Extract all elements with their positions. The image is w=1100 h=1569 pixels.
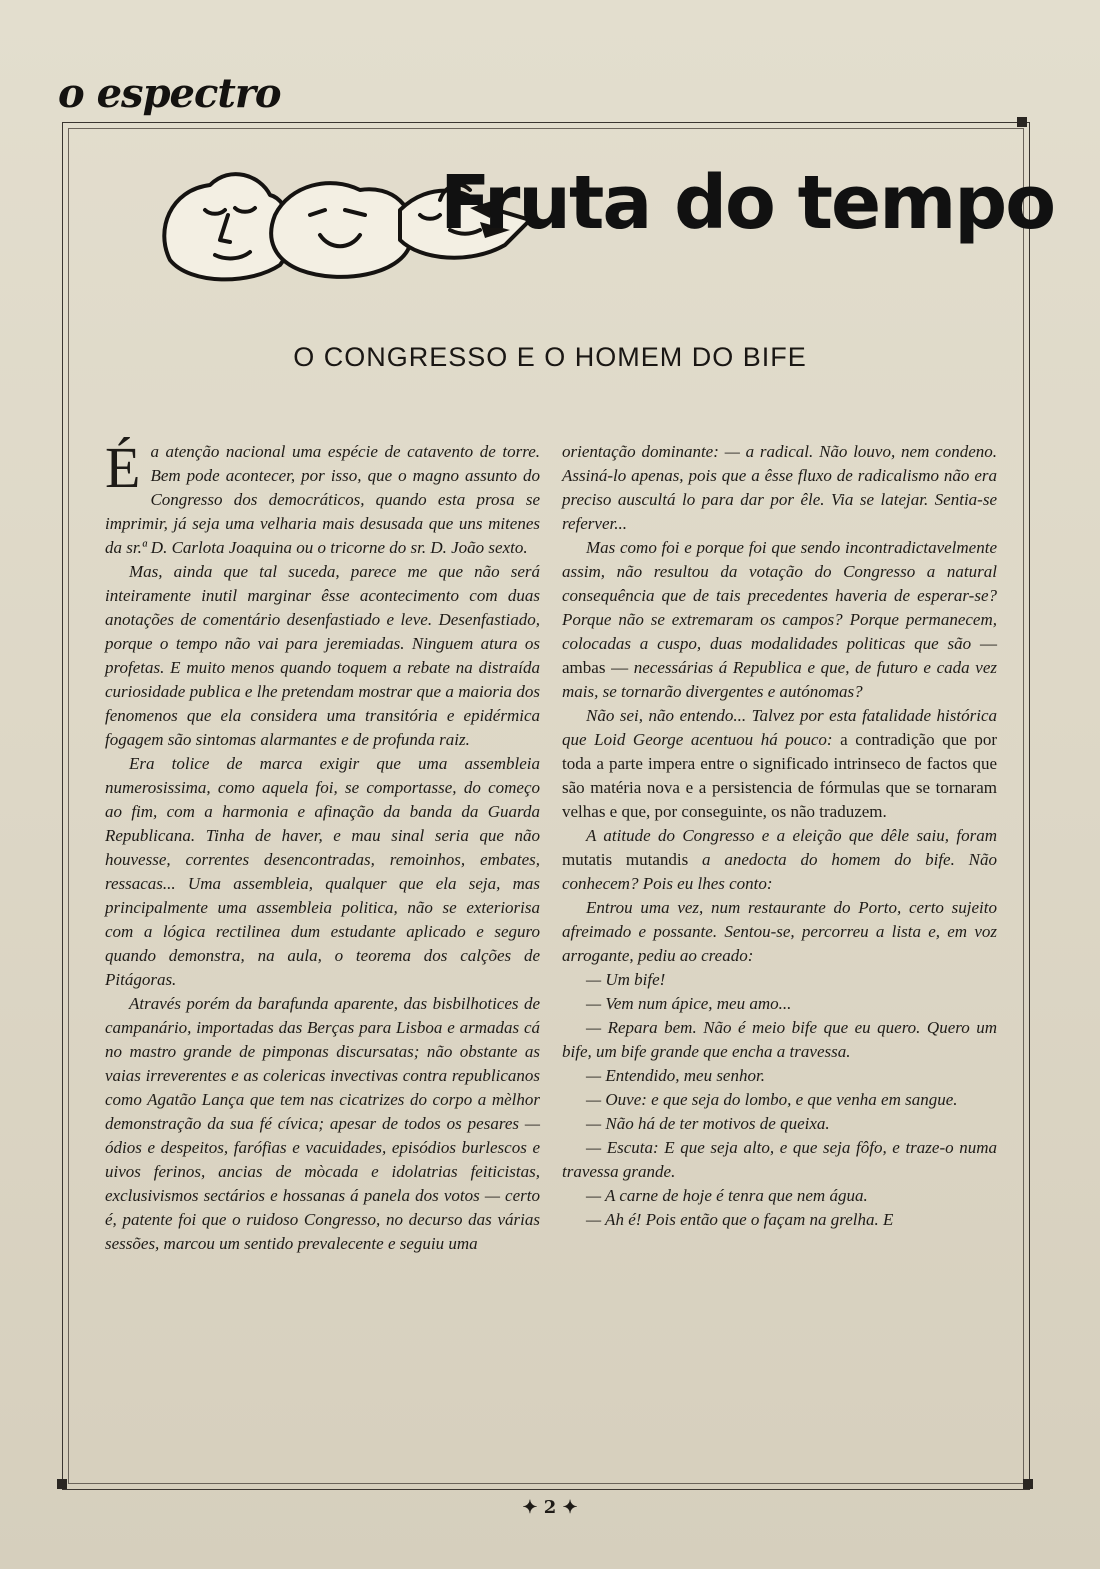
dialogue-line: — Escuta: E que seja alto, e que seja fôfo, e traze-o numa travessa grande. (562, 1138, 997, 1181)
paragraph-text: — ambas — (562, 634, 998, 677)
paragraph-text: necessárias á Republica e que, de futuro e cada vez mais, se tornarão divergentes e autónomas? (562, 658, 998, 701)
paragraph (562, 824, 997, 896)
masthead-logo: o espectro (58, 70, 281, 117)
dialogue-line: — Um bife! (586, 970, 666, 989)
paragraph-text: a contradição que por toda a parte impera entre o significado intrinseco de factos que são matéria nova e a persistencia de fórmulas que se tornaram velhas e que, por conseguinte, os não traduzem. (562, 730, 997, 821)
frame-corner-ornament (1017, 117, 1027, 127)
paragraph-text: A atitude do Congresso e a eleição que dêle saiu, foram (586, 826, 997, 845)
paragraph (562, 536, 997, 704)
paragraph: Entrou uma vez, num restaurante do Porto, certo sujeito afreimado e possante. Sentou-se, percorreu a lista e, em voz arrogante, pediu ao creado: (562, 898, 997, 965)
page-number: ✦ 2 ✦ (522, 1497, 578, 1518)
section-heading: Fruta do tempo (440, 160, 1055, 246)
paragraph (562, 704, 997, 824)
paragraph-text: Mas como foi e porque foi que sendo incontradictavelmente assim, não resultou da votação do Congresso a natural consequência que de tais precedentes haveria de esperar-se? Porque não se extremaram os campos? Porque permanecem, colocadas a cuspo, duas modalidades politicas que são (562, 538, 997, 653)
frame-corner-ornament (57, 1479, 67, 1489)
dialogue-line: — A carne de hoje é tenra que nem água. (586, 1186, 868, 1205)
paragraph: Mas, ainda que tal suceda, parece me que não será inteiramente inutil marginar êsse acontecimento com duas anotações de comentário desenfastiado e leve. Desenfastiado, porque o tempo não vai para jeremiadas. Ninguem atura os profetas. E muito menos quando toquem a rebate na distraída curiosidade publica e lhe pretendam mostrar que a maioria dos fenomenos que ela considera uma transitória e epidérmica fogagem são sintomas alarmantes e de profunda raiz. (105, 562, 540, 749)
dialogue-line: — Entendido, meu senhor. (586, 1066, 765, 1085)
paragraph-text: a anedocta do homem do bife. Não conhecem? Pois eu lhes conto: (562, 850, 997, 893)
dialogue-line: — Ouve: e que seja do lombo, e que venha em sangue. (586, 1090, 958, 1109)
paragraph: orientação dominante: — a radical. Não louvo, nem condeno. Assiná-lo apenas, pois que a êsse fluxo de radicalismo não era preciso auscultá lo para dar por êle. Via se latejar. Sentia-se referver... (562, 442, 997, 533)
paragraph: Era tolice de marca exigir que uma assembleia numerosissima, como aquela foi, se comportasse, do começo ao fim, com a harmonia e afinação da banda da Guarda Republicana. Tinha de haver, e mau sinal seria que não houvesse, correntes desencontradas, remoinhos, embates, ressacas... Uma assembleia, qualquer que ela seja, mas principalmente uma assembleia politica, não se exteriorisa com a lógica rectilinea dum estudante aplicado e seguro quando demonstra, na aula, o teorema dos calções de Pitágoras. (105, 754, 540, 989)
drop-cap: É (105, 435, 141, 500)
paragraph-text: a atenção nacional uma espécie de catavento de torre. Bem pode acontecer, por isso, que o magno assunto do Congresso dos democráticos, quando esta prosa se imprimir, já seja uma velharia mais desusada que uns mitenes da sr.ª D. Carlota Joaquina ou o tricorne do sr. D. João sexto. (105, 442, 540, 557)
dialogue-line: — Não há de ter motivos de queixa. (586, 1114, 830, 1133)
dialogue-line: — Vem num ápice, meu amo... (586, 994, 792, 1013)
article-title: O CONGRESSO E O HOMEM DO BIFE (293, 342, 807, 372)
paragraph (105, 435, 540, 560)
frame-corner-ornament (1023, 1479, 1033, 1489)
paragraph-text: Não sei, não entendo... Talvez por esta fatalidade histórica que Loid George acentuou há pouco: (562, 706, 997, 749)
dialogue-line: — Repara bem. Não é meio bife que eu quero. Quero um bife, um bife grande que encha a travessa. (562, 1018, 997, 1061)
dialogue-line: — Ah é! Pois então que o façam na grelha. E (586, 1210, 894, 1229)
paragraph: Através porém da barafunda aparente, das bisbilhotices de campanário, importadas das Berças para Lisboa e armadas cá no mastro grande de pimponas discursatas; não obstante as vaias irreverentes e as colericas invectivas contra republicanos como Agatão Lança que tem nas cicatrizes do corpo a mèlhor demonstração da sua fé cívica; apesar de todos os pesares — ódios e despeitos, farófias e vacuidades, episódios burlescos e uivos ferinos, ancias de mòcada e idolatrias feiticistas, exclusivismos sectários e hossanas á panela dos votos — certo é, patente foi que o ruidoso Congresso, no decurso das várias sessões, marcou um sentido prevalecente e seguiu uma (105, 994, 540, 1253)
article-column-right (562, 440, 997, 1232)
paragraph-text: mutatis mutandis (562, 850, 703, 869)
article-column-left (105, 435, 540, 1256)
